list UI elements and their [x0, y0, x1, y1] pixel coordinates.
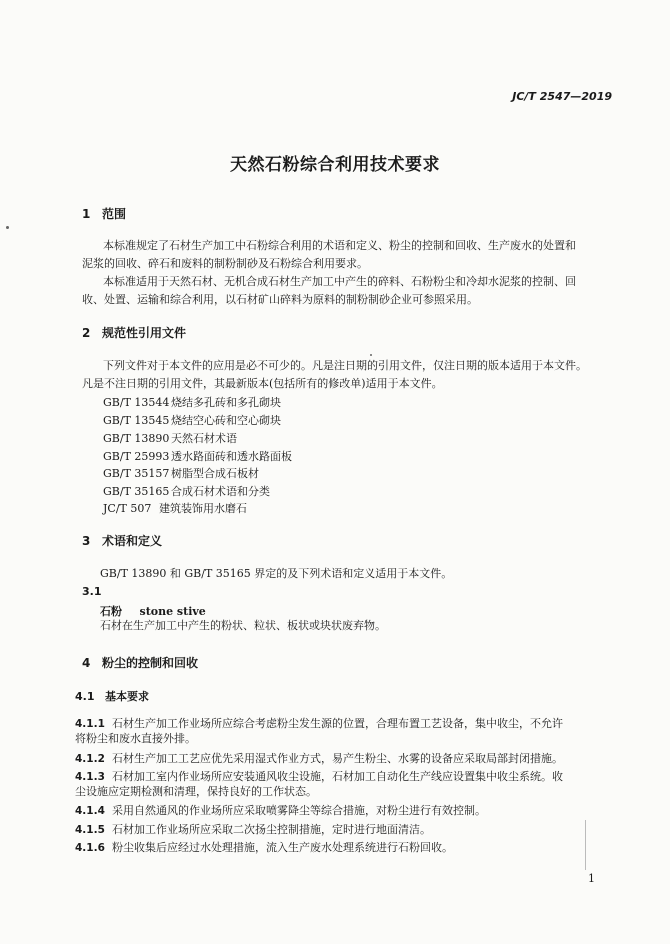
paragraph-line: 本标准规定了石材生产加工中石粉综合利用的术语和定义、粉尘的控制和回收、生产废水的处置和: [103, 239, 576, 252]
clause-4-1-3: [75, 768, 563, 784]
clause-number: 4.1.4: [75, 805, 105, 817]
paragraph-line: 凡是不注日期的引用文件，其最新版本(包括所有的修改单)适用于本文件。: [82, 377, 443, 390]
scan-speck: [370, 354, 372, 356]
paragraph-line: 本标准适用于天然石材、无机合成石材生产加工中产生的碎料、石粉粉尘和冷却水泥浆的控制、回: [103, 275, 576, 288]
clause-4-1-1: [75, 715, 563, 731]
reference-item: [103, 430, 237, 446]
section-title: 范围: [102, 207, 127, 221]
section-number: 1: [82, 207, 91, 221]
reference-code: GB/T 13545: [103, 414, 170, 427]
section-2-heading: [82, 324, 186, 341]
reference-code: JC/T 507: [103, 502, 152, 515]
reference-code: GB/T 25993: [103, 450, 170, 463]
reference-item: [103, 394, 281, 410]
clause-text: 石材生产加工工艺应优先采用湿式作业方式，易产生粉尘、水雾的设备应采取局部封闭措施。: [112, 752, 563, 765]
term-english: stone stive: [139, 605, 206, 618]
page-title: 天然石粉综合利用技术要求: [230, 155, 440, 175]
clause-continuation: 尘设施应定期检测和清理，保持良好的工作状态。: [75, 785, 317, 798]
clause-4-1-4: [75, 802, 486, 818]
clause-number: 4.1.2: [75, 753, 105, 765]
subsection-number: 4.1: [75, 690, 95, 703]
reference-item: [103, 500, 247, 516]
term-definition: 石材在生产加工中产生的粉状、粒状、板状或块状废弃物。: [100, 619, 386, 632]
subsection-title: 基本要求: [105, 690, 149, 703]
section-number: 4: [82, 656, 91, 670]
section-4-heading: [82, 654, 198, 671]
reference-title: 透水路面砖和透水路面板: [171, 450, 292, 463]
clause-continuation: 将粉尘和废水直接外排。: [75, 732, 196, 745]
reference-title: 烧结多孔砖和多孔砌块: [171, 396, 281, 409]
reference-title: 合成石材术语和分类: [171, 485, 270, 498]
section-number: 3: [82, 534, 91, 548]
page-number: 1: [588, 872, 595, 885]
clause-number: 4.1.5: [75, 824, 105, 836]
clause-4-1-6: [75, 839, 453, 855]
clause-text: 石材加工作业场所应采取二次扬尘控制措施，定时进行地面清洁。: [112, 823, 431, 836]
reference-item: [103, 483, 270, 499]
reference-item: [103, 412, 281, 428]
reference-code: GB/T 13544: [103, 396, 170, 409]
term-chinese: 石粉: [100, 605, 122, 618]
clause-text: 石材加工室内作业场所应安装通风收尘设施，石材加工自动化生产线应设置集中收尘系统。收: [112, 770, 563, 783]
term-number: 3.1: [82, 585, 102, 598]
reference-title: 烧结空心砖和空心砌块: [171, 414, 281, 427]
clause-number: 4.1.6: [75, 842, 105, 854]
clause-number: 4.1.3: [75, 771, 105, 783]
section-1-heading: [82, 205, 126, 222]
clause-4-1-5: [75, 821, 431, 837]
reference-code: GB/T 35157: [103, 467, 170, 480]
section-title: 规范性引用文件: [102, 326, 187, 340]
paragraph-line: 泥浆的回收、碎石和废料的制粉制砂及石粉综合利用要求。: [82, 257, 368, 270]
clause-4-1-2: [75, 750, 563, 766]
section-3-heading: [82, 532, 162, 549]
paragraph-line: 下列文件对于本文件的应用是必不可少的。凡是注日期的引用文件，仅注日期的版本适用于本文件。: [103, 359, 587, 372]
reference-item: [103, 465, 259, 481]
clause-text: 采用自然通风的作业场所应采取喷雾降尘等综合措施，对粉尘进行有效控制。: [112, 804, 486, 817]
section-title: 粉尘的控制和回收: [102, 656, 199, 670]
clause-number: 4.1.1: [75, 718, 105, 730]
scan-line: [585, 820, 586, 870]
paragraph-line: GB/T 13890 和 GB/T 35165 界定的及下列术语和定义适用于本文件。: [100, 567, 453, 580]
clause-text: 粉尘收集后应经过水处理措施，流入生产废水处理系统进行石粉回收。: [112, 841, 453, 854]
reference-title: 天然石材术语: [171, 432, 237, 445]
paragraph-line: 收、处置、运输和综合利用，以石材矿山碎料为原料的制粉制砂企业可参照采用。: [82, 293, 478, 306]
section-number: 2: [82, 326, 91, 340]
reference-item: [103, 448, 292, 464]
section-title: 术语和定义: [102, 534, 163, 548]
scan-speck: [6, 226, 9, 229]
reference-code: GB/T 35165: [103, 485, 170, 498]
reference-title: 树脂型合成石板材: [171, 467, 259, 480]
reference-title: 建筑装饰用水磨石: [159, 502, 247, 515]
subsection-4-1-heading: [75, 688, 149, 704]
reference-code: GB/T 13890: [103, 432, 170, 445]
clause-text: 石材生产加工作业场所应综合考虑粉尘发生源的位置，合理布置工艺设备，集中收尘，不允许: [112, 717, 563, 730]
standard-number: JC/T 2547—2019: [512, 90, 612, 103]
